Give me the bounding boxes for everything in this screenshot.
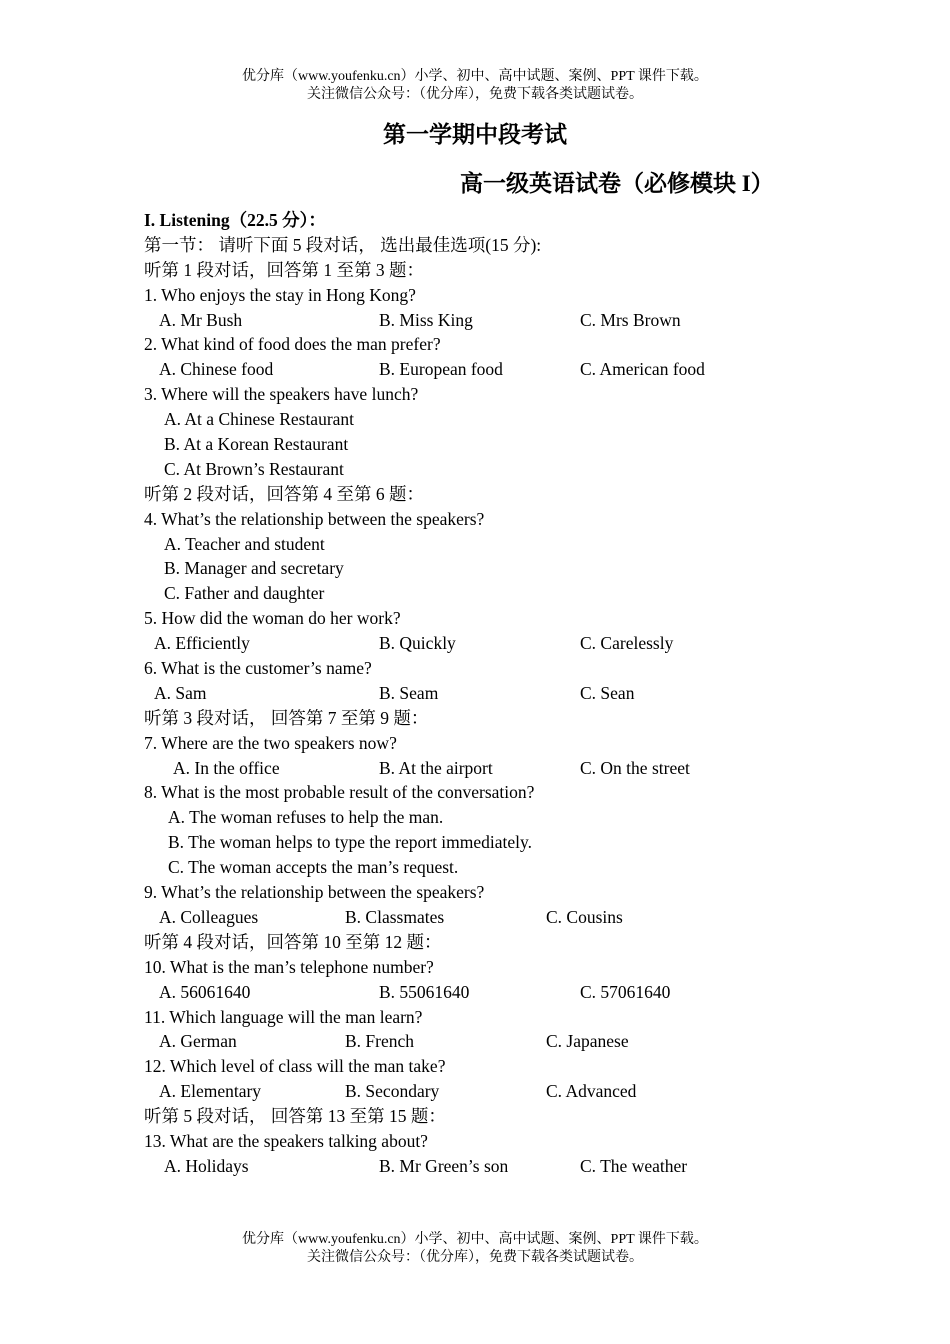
question-line-text: 6. What is the customer’s name? xyxy=(144,658,372,679)
answer-option: C. Advanced xyxy=(546,1081,637,1102)
answer-option: B. Seam xyxy=(379,682,439,703)
question-line xyxy=(144,780,904,805)
answer-option: A. Holidays xyxy=(164,1155,249,1176)
question-line-text: 7. Where are the two speakers now? xyxy=(144,732,397,753)
answer-options-row xyxy=(144,631,904,656)
question-line xyxy=(144,606,904,631)
answer-option: A. Chinese food xyxy=(159,359,274,380)
instruction-line-text: 听第 4 段对话，回答第 10 至第 12 题： xyxy=(144,931,442,952)
answer-option: A. Sam xyxy=(154,682,207,703)
answer-option xyxy=(144,556,904,581)
answer-option xyxy=(144,581,904,606)
instruction-line-text: 听第 1 段对话，回答第 1 至第 3 题： xyxy=(144,259,424,280)
answer-option xyxy=(144,432,904,457)
answer-option: B. Miss King xyxy=(379,309,473,330)
answer-option: B. French xyxy=(345,1031,415,1052)
answer-option-text: C. The woman accepts the man’s request. xyxy=(168,857,459,878)
answer-option: A. German xyxy=(159,1031,237,1052)
answer-option: A. Mr Bush xyxy=(159,309,243,330)
answer-option: C. On the street xyxy=(580,757,690,778)
answer-option xyxy=(144,407,904,432)
answer-option: C. Mrs Brown xyxy=(580,309,681,330)
question-line xyxy=(144,1054,904,1079)
instruction-line xyxy=(144,258,904,283)
question-line-text: 13. What are the speakers talking about? xyxy=(144,1130,428,1151)
answer-option xyxy=(144,855,904,880)
answer-option: C. Japanese xyxy=(546,1031,629,1052)
answer-option: C. American food xyxy=(580,359,705,380)
question-line-text: 12. Which level of class will the man take? xyxy=(144,1056,446,1077)
answer-option-text: A. The woman refuses to help the man. xyxy=(168,807,444,828)
question-line xyxy=(144,731,904,756)
answer-option xyxy=(144,457,904,482)
answer-options-row xyxy=(144,681,904,706)
instruction-line-text: 第一节： 请听下面 5 段对话， 选出最佳选项(15 分): xyxy=(144,234,542,255)
question-line xyxy=(144,880,904,905)
section-heading xyxy=(144,208,904,233)
exam-title: 第一学期中段考试 xyxy=(383,122,567,147)
question-line xyxy=(144,1005,904,1030)
instruction-line xyxy=(144,482,904,507)
exam-subtitle: 高一级英语试卷（必修模块 I） xyxy=(460,171,774,196)
page-footer xyxy=(0,1231,950,1267)
answer-options-row xyxy=(144,308,904,333)
instruction-line-text: 听第 2 段对话，回答第 4 至第 6 题： xyxy=(144,483,424,504)
answer-option: A. Efficiently xyxy=(154,633,250,654)
answer-option-text: A. Teacher and student xyxy=(164,533,325,554)
footer-line-2: 关注微信公众号：（优分库），免费下载各类试题试卷。 xyxy=(307,1250,643,1265)
answer-option-text: B. Manager and secretary xyxy=(164,558,344,579)
page-header xyxy=(0,68,950,104)
instruction-line xyxy=(144,706,904,731)
answer-option xyxy=(144,805,904,830)
question-line xyxy=(144,332,904,357)
question-line-text: 5. How did the woman do her work? xyxy=(144,608,401,629)
answer-option: A. 56061640 xyxy=(159,981,251,1002)
answer-option: B. At the airport xyxy=(379,757,493,778)
answer-option: C. 57061640 xyxy=(580,981,671,1002)
answer-option-text: B. The woman helps to type the report immediately. xyxy=(168,832,533,853)
question-line-text: 3. Where will the speakers have lunch? xyxy=(144,384,419,405)
question-line xyxy=(144,955,904,980)
question-line xyxy=(144,382,904,407)
answer-option: A. Colleagues xyxy=(159,906,259,927)
listening-section xyxy=(144,208,904,1179)
question-line-text: 8. What is the most probable result of the conversation? xyxy=(144,782,535,803)
answer-options-row xyxy=(144,905,904,930)
instruction-line-text: 听第 5 段对话， 回答第 13 至第 15 题： xyxy=(144,1106,446,1127)
answer-option xyxy=(144,830,904,855)
footer-line-1: 优分库（www.youfenku.cn）小学、初中、高中试题、案例、PPT 课件下载。 xyxy=(242,1232,708,1247)
answer-option: B. Mr Green’s son xyxy=(379,1155,509,1176)
answer-options-row xyxy=(144,1029,904,1054)
answer-options-row xyxy=(144,1079,904,1104)
answer-option: A. In the office xyxy=(173,757,280,778)
answer-option-text: A. At a Chinese Restaurant xyxy=(164,409,355,430)
section-heading-text: I. Listening（22.5 分）： xyxy=(144,210,326,230)
instruction-line-text: 听第 3 段对话， 回答第 7 至第 9 题： xyxy=(144,707,429,728)
header-line-1: 优分库（www.youfenku.cn）小学、初中、高中试题、案例、PPT 课件下载。 xyxy=(242,69,708,84)
instruction-line xyxy=(144,1104,904,1129)
answer-options-row xyxy=(144,1154,904,1179)
answer-option: B. European food xyxy=(379,359,503,380)
answer-option-text: C. At Brown’s Restaurant xyxy=(164,458,344,479)
answer-options-row xyxy=(144,756,904,781)
answer-options-row xyxy=(144,980,904,1005)
answer-options-row xyxy=(144,357,904,382)
instruction-line xyxy=(144,930,904,955)
answer-option xyxy=(144,532,904,557)
answer-option: B. Quickly xyxy=(379,633,456,654)
answer-option-text: B. At a Korean Restaurant xyxy=(164,434,349,455)
question-line-text: 10. What is the man’s telephone number? xyxy=(144,956,434,977)
answer-option: C. Carelessly xyxy=(580,633,674,654)
question-line xyxy=(144,656,904,681)
question-line xyxy=(144,283,904,308)
answer-option-text: C. Father and daughter xyxy=(164,583,325,604)
answer-option: A. Elementary xyxy=(159,1081,262,1102)
answer-option: C. Cousins xyxy=(546,906,623,927)
question-line-text: 2. What kind of food does the man prefer? xyxy=(144,334,441,355)
header-line-2: 关注微信公众号：（优分库），免费下载各类试题试卷。 xyxy=(307,87,643,102)
answer-option: B. 55061640 xyxy=(379,981,470,1002)
answer-option: C. Sean xyxy=(580,682,635,703)
question-line xyxy=(144,507,904,532)
answer-option: C. The weather xyxy=(580,1155,688,1176)
question-line xyxy=(144,1129,904,1154)
answer-option: B. Secondary xyxy=(345,1081,440,1102)
answer-option: B. Classmates xyxy=(345,906,445,927)
question-line-text: 9. What’s the relationship between the speakers? xyxy=(144,882,485,903)
question-line-text: 11. Which language will the man learn? xyxy=(144,1006,423,1027)
instruction-line xyxy=(144,233,904,258)
question-line-text: 1. Who enjoys the stay in Hong Kong? xyxy=(144,284,416,305)
question-line-text: 4. What’s the relationship between the speakers? xyxy=(144,508,485,529)
